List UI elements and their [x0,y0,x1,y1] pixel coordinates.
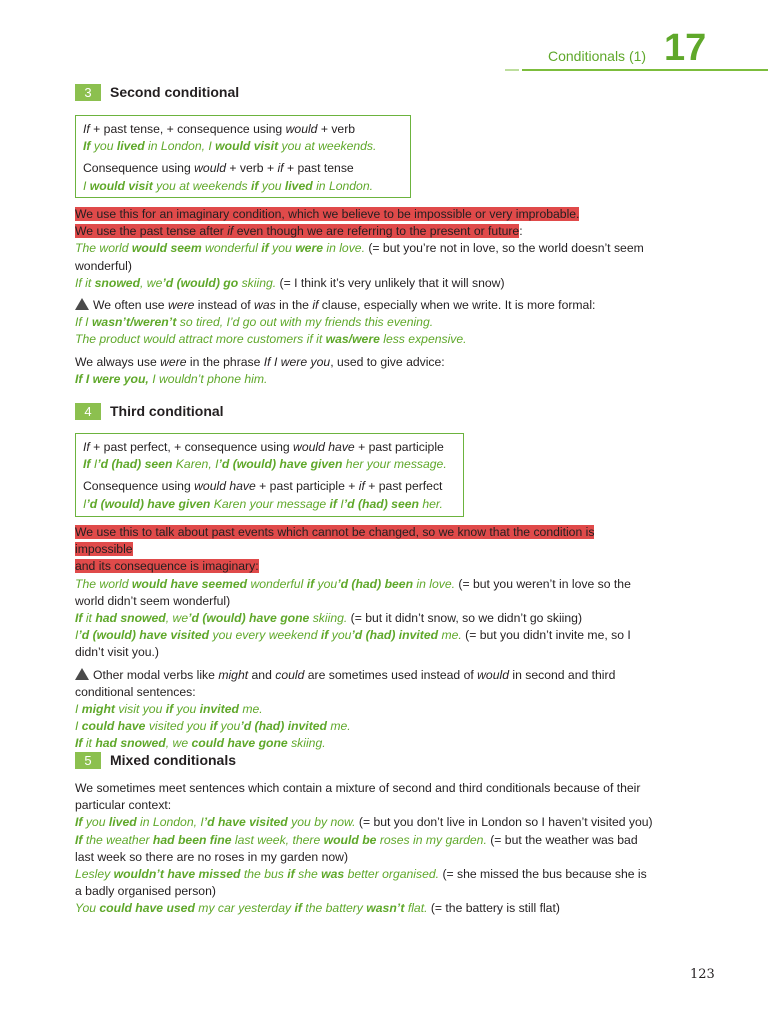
section-5-heading [75,752,236,769]
rule-example: If you lived in London, I would visit you at weekends. [83,139,377,154]
second-conditional-explanation [75,206,655,388]
rule-line: Consequence using would + verb + if + past tense [83,161,354,176]
example-sentence: If I wasn’t/weren’t so tired, I’d go out with my friends this evening. [75,315,434,330]
warning-icon [75,298,89,310]
section-title: Mixed conditionals [110,751,237,768]
example-sentence: The world would have seemed wonderful if you’d (had) been in love. (= but you weren’t in love so the world didn’t seem wonderful) [75,576,631,608]
example-sentence: The product would attract more customers if it was/were less expensive. [75,332,467,347]
example-sentence: If it snowed, we’d (would) go skiing. (= I think it’s very unlikely that it will snow) [75,275,505,290]
warning-note: We often use were instead of was in the if clause, especially when we write. It is more formal: [75,297,655,314]
highlighted-text: We use this for an imaginary condition, which we believe to be impossible or very improbable. [75,207,580,221]
warning-icon [75,668,89,680]
highlighted-text: and its consequence is imaginary: [75,559,259,574]
rule-example: If I’d (had) seen Karen, I’d (would) have given her your message. [83,457,447,472]
rule-line: If + past tense, + consequence using would + verb [83,122,356,136]
rule-line: Consequence using would have + past participle + if + past perfect [83,479,443,494]
example-sentence: I’d (would) have visited you every weekend if you’d (had) invited me. (= but you didn’t invite me, so I didn’t visit you.) [75,628,631,660]
intro-text: We sometimes meet sentences which contain a mixture of second and third conditionals because of their particular context: [75,781,641,813]
example-sentence: I might visit you if you invited me. [75,702,263,717]
section-title: Third conditional [110,402,224,419]
chapter-number: 17 [664,27,707,69]
example-sentence: If it had snowed, we’d (would) have gone skiing. (= but it didn’t snow, so we didn’t go skiing) [75,611,582,626]
header-rule [522,69,768,71]
example-sentence: Lesley wouldn’t have missed the bus if she was better organised. (= she missed the bus because she is a badly organised person) [75,867,647,899]
advice-note: We always use were in the phrase If I were you, used to give advice: [75,354,445,369]
example-sentence: If it had snowed, we could have gone skiing. [75,736,326,751]
rule-line: If + past perfect, + consequence using would have + past participle [83,440,444,454]
page-number: 123 [690,967,715,982]
third-conditional-rule-box [75,433,464,517]
section-number-badge: 4 [75,403,101,420]
example-sentence: You could have used my car yesterday if the battery wasn’t flat. (= the battery is still flat) [75,901,560,916]
third-conditional-explanation [75,524,655,753]
mixed-conditionals-explanation [75,780,655,918]
section-4-heading [75,403,224,420]
chapter-title: Conditionals (1) [548,48,647,64]
section-number-badge: 5 [75,752,101,769]
example-sentence: The world would seem wonderful if you were in love. (= but you’re not in love, so the world doesn’t seem wonderful) [75,241,644,273]
highlighted-text: We use the past tense after if even though we are referring to the present or future: [75,224,523,239]
highlighted-text: We use this to talk about past events which cannot be changed, so we know that the condition is impossible [75,525,595,557]
example-sentence: If the weather had been fine last week, there would be roses in my garden. (= but the weather was bad last week so there are no roses in my garden now) [75,832,638,864]
section-number-badge: 3 [75,84,101,101]
section-title: Second conditional [110,83,240,100]
example-sentence: If you lived in London, I’d have visited you by now. (= but you don’t live in London so I haven’t visited you) [75,815,653,830]
header-rule-dash [505,69,519,71]
example-sentence: If I were you, I wouldn’t phone him. [75,371,268,386]
section-3-heading [75,84,239,101]
second-conditional-rule-box [75,115,411,198]
rule-example: I would visit you at weekends if you lived in London. [83,178,374,193]
rule-example: I’d (would) have given Karen your message if I’d (had) seen her. [83,496,443,511]
warning-note: Other modal verbs like might and could are sometimes used instead of would in second and third conditional sentences: [75,667,616,699]
example-sentence: I could have visited you if you’d (had) invited me. [75,719,351,734]
